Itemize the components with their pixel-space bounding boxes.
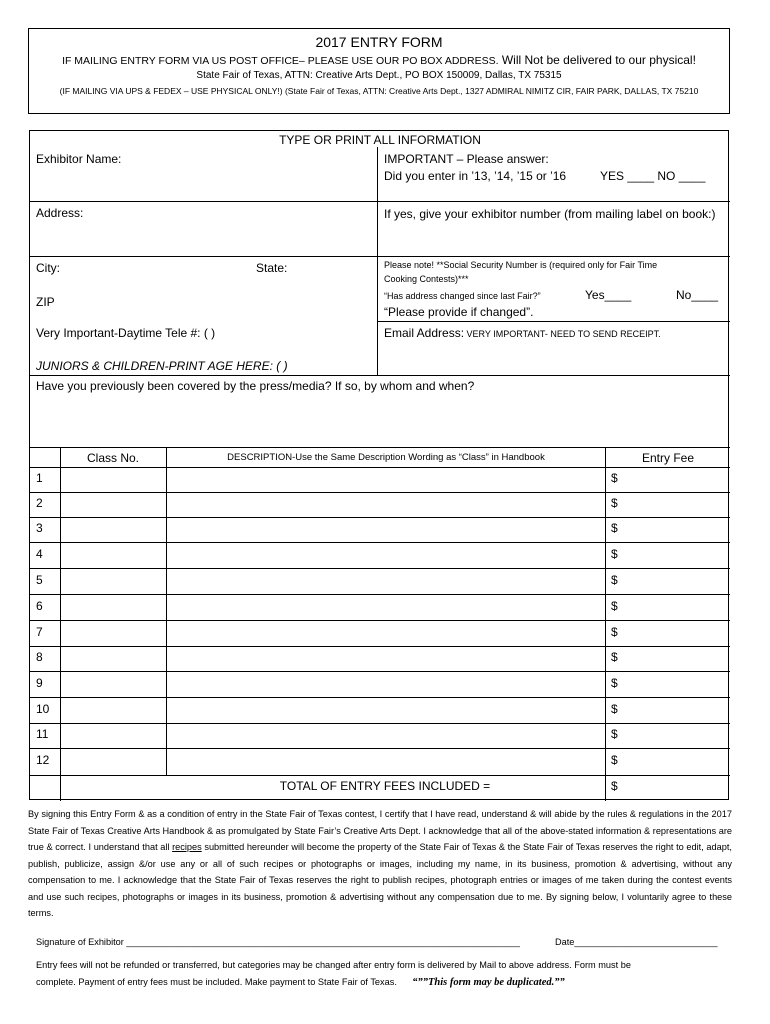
ssn-note-continued: Cooking Contests)*** bbox=[384, 274, 469, 284]
previous-entry-question: Did you enter in ’13, ’14, ’15 or ’16 bbox=[384, 169, 567, 183]
exhibitor-name-label: Exhibitor Name: bbox=[36, 152, 122, 166]
row-number: 4 bbox=[36, 547, 43, 561]
total-fee-cell[interactable]: $ bbox=[611, 779, 618, 793]
row-number: 6 bbox=[36, 599, 43, 613]
entry-form bbox=[29, 130, 729, 800]
header-box bbox=[28, 28, 730, 114]
address-label: Address: bbox=[36, 206, 84, 220]
payment-notice bbox=[36, 977, 732, 988]
address-changed-yes[interactable]: Yes____ bbox=[585, 288, 632, 302]
row-number: 5 bbox=[36, 573, 43, 587]
po-box-notice: IF MAILING ENTRY FORM VIA US POST OFFICE– PLEASE USE OUR PO BOX ADDRESS. bbox=[62, 55, 499, 67]
row-number: 11 bbox=[36, 727, 49, 741]
ssn-note: Please note! **Social Security Number is (required only for Fair Time bbox=[384, 260, 658, 270]
entry-fee-cell[interactable]: $ bbox=[611, 727, 618, 741]
address-changed-no[interactable]: No____ bbox=[676, 288, 719, 302]
address-field[interactable] bbox=[90, 203, 372, 253]
row-number: 2 bbox=[36, 496, 43, 510]
entry-fee-cell[interactable]: $ bbox=[611, 547, 618, 561]
entry-fee-cell[interactable]: $ bbox=[611, 521, 618, 535]
row-number: 12 bbox=[36, 753, 50, 767]
please-provide-label: “Please provide if changed”. bbox=[384, 305, 534, 319]
address-changed-question: “Has address changed since last Fair?” bbox=[384, 291, 541, 301]
important-label: IMPORTANT – Please answer: bbox=[384, 152, 549, 166]
exhibitor-name-field[interactable] bbox=[150, 149, 372, 169]
entry-fee-header: Entry Fee bbox=[641, 451, 695, 465]
row-number: 8 bbox=[36, 650, 43, 664]
entry-fee-cell[interactable]: $ bbox=[611, 702, 618, 716]
previous-entry-yes-no[interactable]: YES ____ NO ____ bbox=[600, 169, 706, 183]
class-no-header: Class No. bbox=[86, 451, 139, 465]
entry-fee-cell[interactable]: $ bbox=[611, 650, 618, 664]
description-header: DESCRIPTION-Use the Same Description Wording as “Class” in Handbook bbox=[227, 452, 545, 463]
physical-address: (IF MAILING VIA UPS & FEDEX – USE PHYSICAL ONLY!) (State Fair of Texas, ATTN: Creative Arts Dept., 1327 ADMIRAL NIMITZ CIR, FAIR PARK, DALLAS, TX 75210 bbox=[59, 86, 699, 96]
refund-notice: Entry fees will not be refunded or transferred, but categories may be changed after entry form is delivered by Mail to above address. Form must be bbox=[36, 960, 631, 970]
legal-text-part1: By signing this Entry Form & as a condition of entry in the State Fair of Texas contest, I certify that I have read, understand & will abide by the rules & regulations in the 2017 State Fair of Texas Creative Arts Handbook & as promulgated by State Fair’s Creative Arts Dept. I acknowledge that all of the above-stated information & representations are true & correct. I understand that all bbox=[28, 809, 732, 852]
entry-fee-cell[interactable]: $ bbox=[611, 676, 618, 690]
entry-fee-cell[interactable]: $ bbox=[611, 625, 618, 639]
entry-fee-cell[interactable]: $ bbox=[611, 753, 618, 767]
email-label-text: Email Address: bbox=[384, 326, 465, 340]
row-number: 1 bbox=[36, 471, 43, 485]
daytime-phone-label: Very Important-Daytime Tele #: ( ) bbox=[36, 326, 216, 340]
total-fees-label: TOTAL OF ENTRY FEES INCLUDED = bbox=[279, 779, 491, 793]
email-label bbox=[384, 326, 661, 340]
exhibitor-number-label: If yes, give your exhibitor number (from mailing label on book:) bbox=[384, 207, 716, 221]
entry-fee-cell[interactable]: $ bbox=[611, 573, 618, 587]
section-title: TYPE OR PRINT ALL INFORMATION bbox=[279, 133, 481, 147]
entry-fee-cell[interactable]: $ bbox=[611, 599, 618, 613]
signature-line[interactable]: Signature of Exhibitor _____________________________________________________________________________ bbox=[36, 937, 520, 947]
po-box-address: State Fair of Texas, ATTN: Creative Arts Dept., PO BOX 150009, Dallas, TX 75315 bbox=[196, 70, 562, 81]
press-question: Have you previously been covered by the press/media? If so, by whom and when? bbox=[36, 379, 475, 393]
press-answer-field[interactable] bbox=[34, 396, 726, 444]
row-number: 3 bbox=[36, 521, 43, 535]
email-field[interactable] bbox=[384, 343, 724, 373]
email-note: VERY IMPORTANT- NEED TO SEND RECEIPT. bbox=[464, 329, 661, 339]
physical-warning: Will Not be delivered to our physical! bbox=[498, 53, 696, 67]
payment-text: complete. Payment of entry fees must be included. Make payment to State Fair of Texas. bbox=[36, 977, 397, 987]
row-number: 10 bbox=[36, 702, 50, 716]
form-title: 2017 ENTRY FORM bbox=[315, 34, 443, 50]
duplicate-notice: “””This form may be duplicated.”” bbox=[412, 977, 565, 988]
mailing-instructions bbox=[29, 53, 729, 67]
recipes-underlined: recipes bbox=[172, 842, 202, 852]
juniors-age-label: JUNIORS & CHILDREN-PRINT AGE HERE: ( ) bbox=[36, 359, 288, 373]
entry-fee-cell[interactable]: $ bbox=[611, 471, 618, 485]
legal-text-part2: submitted hereunder will become the property of the State Fair of Texas & the State Fair of Texas reserves the right to edit, adapt, publish, publicize, assign &/or use any or all of such recipes or photographs or images, including my name, in its business, promotion & advertising, without any compensation to me. I acknowledge that the State Fair of Texas reserves the right to publish recipes, photograph entries or images of me taken during the contest events and use such recipes, photographs or images in its business, promotion & advertising without any compensation due to me. By signing below, I voluntarily agree to these terms. bbox=[28, 842, 732, 918]
date-line[interactable]: Date____________________________ bbox=[555, 937, 718, 947]
legal-terms bbox=[28, 806, 732, 922]
row-number: 7 bbox=[36, 625, 43, 639]
row-number: 9 bbox=[36, 676, 43, 690]
city-label: City: bbox=[36, 261, 60, 275]
state-label: State: bbox=[256, 261, 288, 275]
zip-label: ZIP bbox=[36, 295, 55, 309]
entry-fee-cell[interactable]: $ bbox=[611, 496, 618, 510]
